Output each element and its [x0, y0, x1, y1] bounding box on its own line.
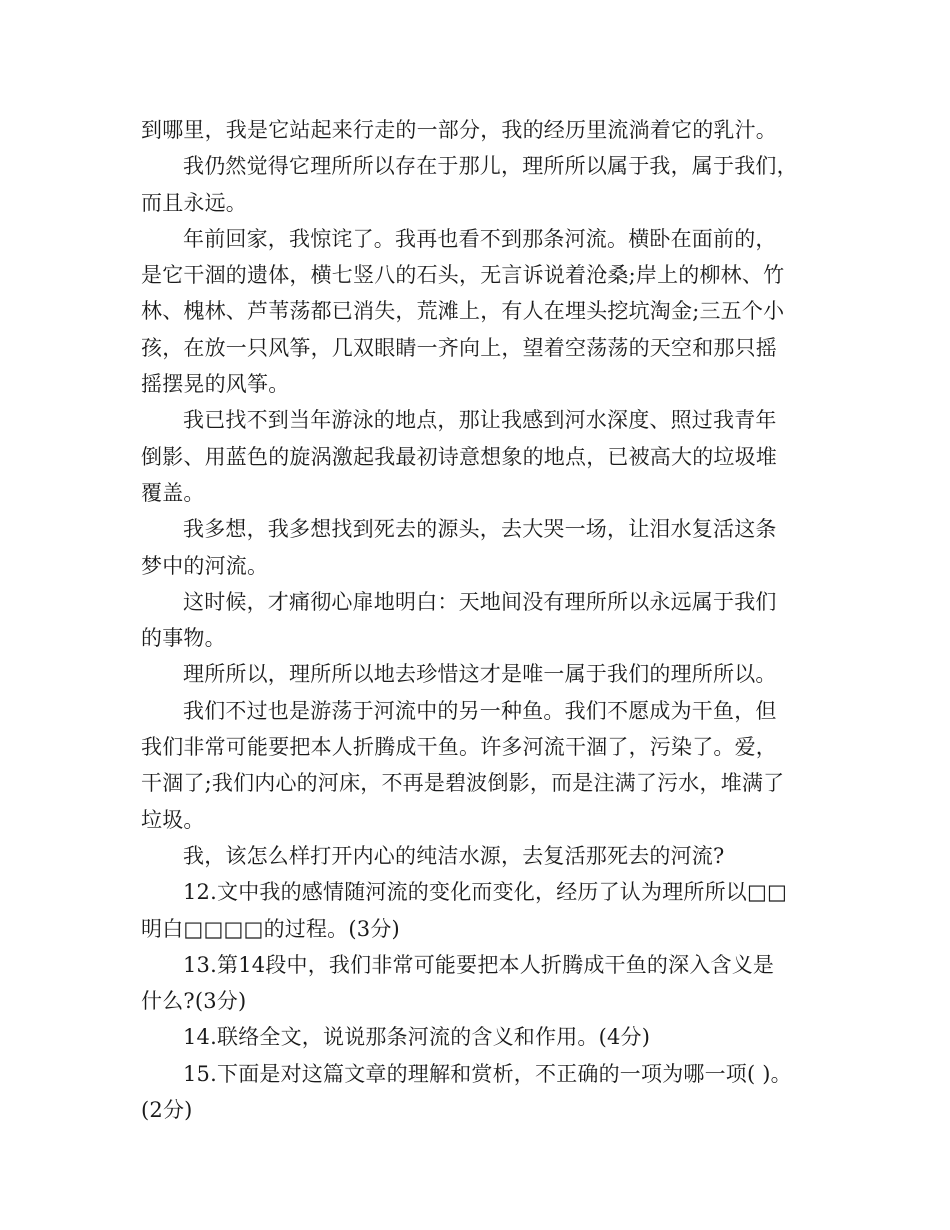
text-line: 我们非常可能要把本人折腾成干鱼。许多河流干涸了，污染了。爱，: [141, 735, 777, 760]
question-line: 15.下面是对这篇文章的理解和赏析，不正确的一项为哪一项( )。: [183, 1061, 792, 1086]
text-line: 垃圾。: [141, 807, 205, 832]
text-line: 到哪里，我是它站起来行走的一部分，我的经历里流淌着它的乳汁。: [141, 118, 777, 142]
question-line: 12.文中我的感情随河流的变化而变化，经历了认为理所所以□□: [183, 880, 788, 905]
text-line: 孩，在放一只风筝，几双眼睛一齐向上，望着空荡荡的天空和那只摇: [141, 335, 777, 360]
text-line: 林、槐林、芦苇荡都已消失，荒滩上，有人在埋头挖坑淘金;三五个小: [141, 299, 785, 324]
text-line: 这时候，才痛彻心扉地明白：天地间没有理所所以永远属于我们: [183, 589, 777, 614]
question-line: 明白□□□□的过程。(3分): [141, 916, 400, 941]
text-line: 的事物。: [141, 626, 226, 651]
text-line: 我，该怎么样打开内心的纯洁水源，去复活那死去的河流?: [183, 843, 725, 868]
text-line: 是它干涸的遗体，横七竖八的石头，无言诉说着沧桑;岸上的柳林、竹: [141, 263, 785, 288]
text-line: 倒影、用蓝色的旋涡激起我最初诗意想象的地点，已被高大的垃圾堆: [141, 444, 777, 469]
question-line: (2分): [141, 1098, 193, 1123]
text-line: 覆盖。: [141, 480, 205, 505]
question-line: 13.第14段中，我们非常可能要把本人折腾成干鱼的深入含义是: [183, 952, 775, 977]
question-line: 什么?(3分): [141, 989, 247, 1014]
text-line: 我已找不到当年游泳的地点，那让我感到河水深度、照过我青年: [183, 408, 777, 433]
text-line: 理所所以，理所所以地去珍惜这才是唯一属于我们的理所所以。: [183, 662, 777, 687]
text-line: 我多想，我多想找到死去的源头，去大哭一场，让泪水复活这条: [183, 517, 777, 542]
text-line: 我们不过也是游荡于河流中的另一种鱼。我们不愿成为干鱼，但: [183, 698, 777, 723]
text-line: 年前回家，我惊诧了。我再也看不到那条河流。横卧在面前的，: [183, 226, 777, 251]
text-line: 干涸了;我们内心的河床，不再是碧波倒影，而是注满了污水，堆满了: [141, 771, 785, 796]
question-line: 14.联络全文，说说那条河流的含义和作用。(4分): [183, 1025, 651, 1050]
text-line: 摇摆晃的风筝。: [141, 372, 290, 397]
text-line: 我仍然觉得它理所所以存在于那儿，理所所以属于我，属于我们，: [183, 154, 798, 179]
document-body: [141, 112, 831, 1128]
text-line: 梦中的河流。: [141, 553, 269, 578]
text-line: 而且永远。: [141, 190, 247, 215]
